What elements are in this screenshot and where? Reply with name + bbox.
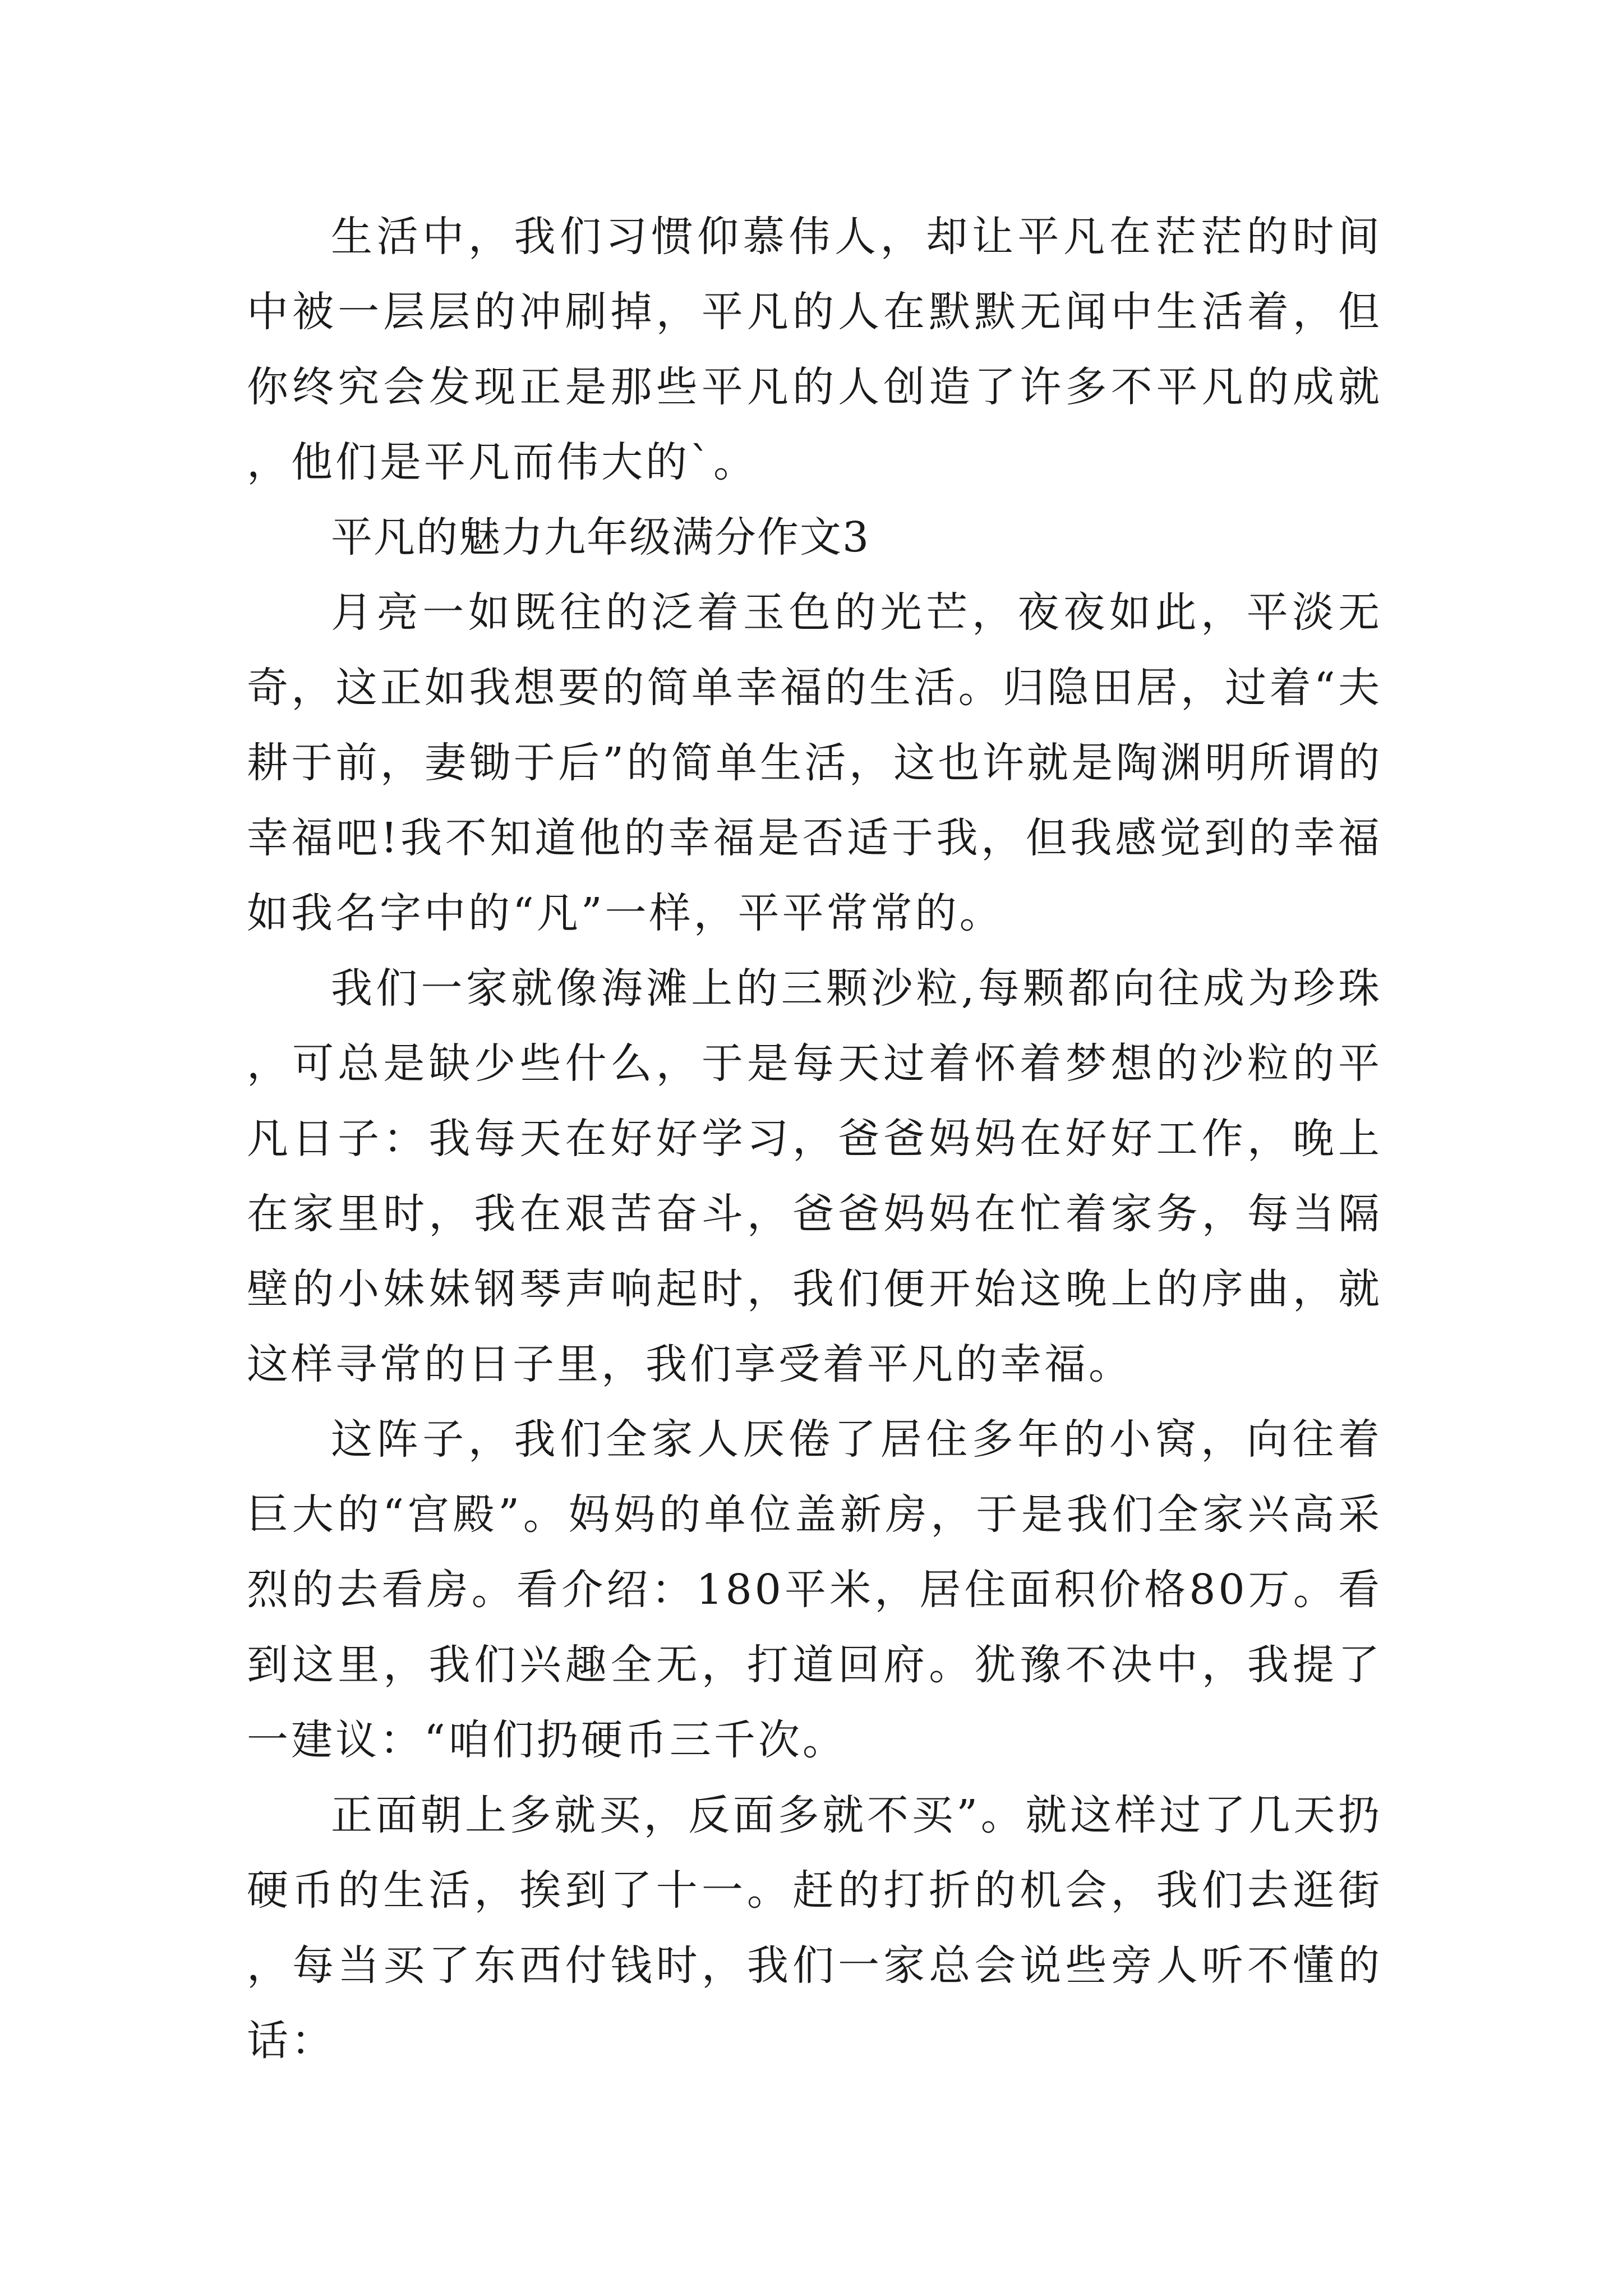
paragraph-4: 这阵子，我们全家人厌倦了居住多年的小窝，向往着巨大的“宫殿”。妈妈的单位盖新房，于是我们全家兴高采烈的去看房。看介绍：180平米，居住面积价格80万。看到这里，我们兴趣全无，打道回府。犹豫不决中，我提了一建议：“咱们扔硬币三千次。 bbox=[247, 1415, 1382, 1764]
paragraph-3: 我们一家就像海滩上的三颗沙粒,每颗都向往成为珍珠，可总是缺少些什么，于是每天过着怀着梦想的沙粒的平凡日子：我每天在好好学习，爸爸妈妈在好好工作，晚上在家里时，我在艰苦奋斗，爸爸妈妈在忙着家务，每当隔壁的小妹妹钢琴声响起时，我们便开始这晚上的序曲，就这样寻常的日子里，我们享受着平凡的幸福。 bbox=[247, 964, 1382, 1388]
paragraph-2: 月亮一如既往的泛着玉色的光芒，夜夜如此，平淡无奇，这正如我想要的简单幸福的生活。归隐田居，过着“夫耕于前，妻锄于后”的简单生活，这也许就是陶渊明所谓的幸福吧!我不知道他的幸福是否适于我，但我感觉到的幸福如我名字中的“凡”一样，平平常常的。 bbox=[247, 588, 1382, 937]
document-body bbox=[247, 199, 1382, 2078]
paragraph-1: 生活中，我们习惯仰慕伟人，却让平凡在茫茫的时间中被一层层的冲刷掉，平凡的人在默默无闻中生活着，但你终究会发现正是那些平凡的人创造了许多不平凡的成就，他们是平凡而伟大的`。 bbox=[247, 213, 1382, 486]
paragraph-5: 正面朝上多就买，反面多就不买”。就这样过了几天扔硬币的生活，挨到了十一。赶的打折的机会，我们去逛街，每当买了东西付钱时，我们一家总会说些旁人听不懂的话： bbox=[247, 1791, 1382, 2065]
essay-heading: 平凡的魅力九年级满分作文3 bbox=[331, 513, 870, 562]
